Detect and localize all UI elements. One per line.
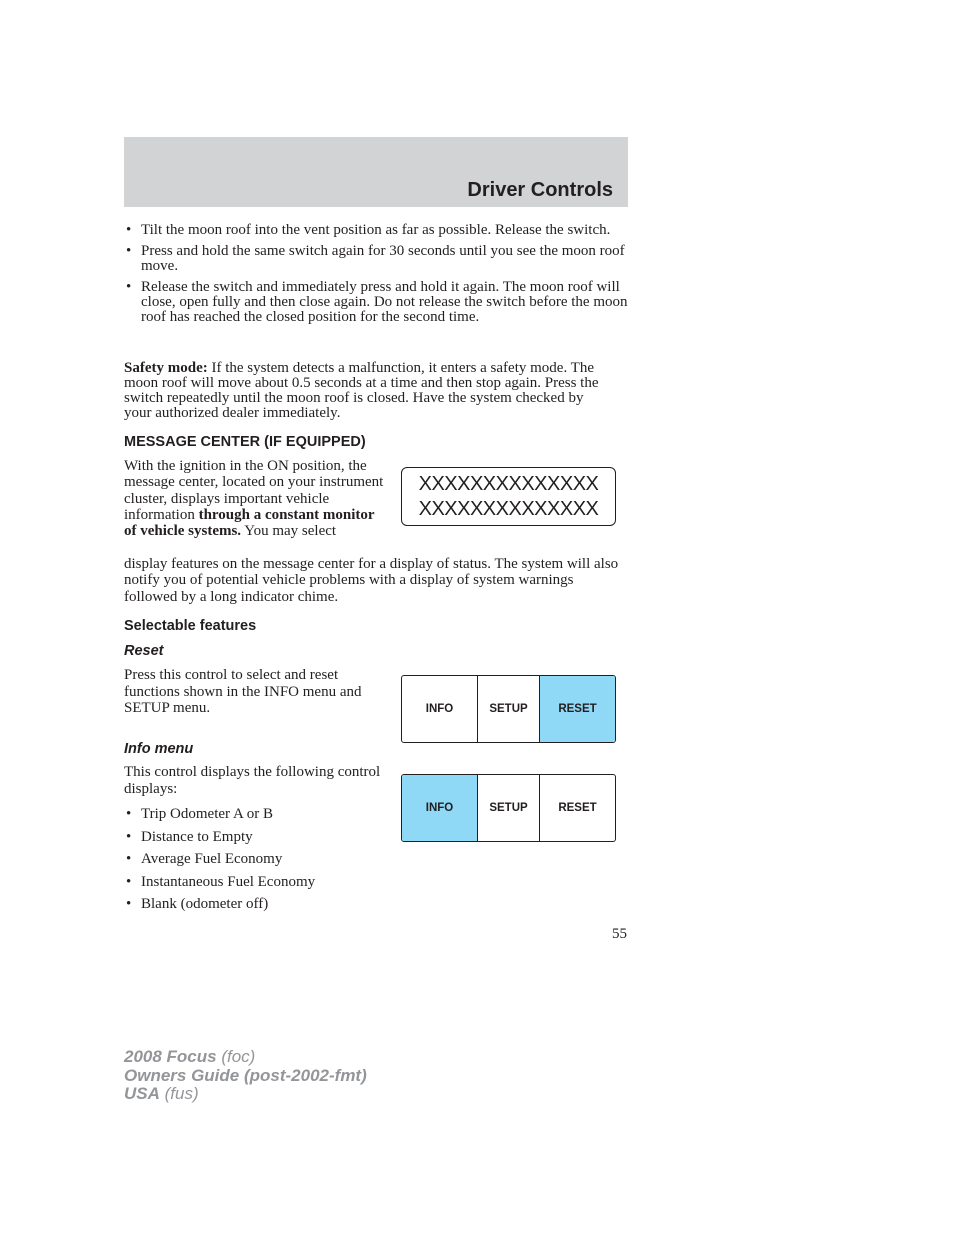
setup-button[interactable]: SETUP [478,676,540,742]
footer-line-guide: Owners Guide (post-2002-fmt) [124,1065,367,1085]
moon-roof-reset-steps [124,223,629,325]
list-item: • Distance to Empty [124,826,386,849]
info-menu-description: This control displays the following control displays: [124,764,381,797]
list-item: • Blank (odometer off) [124,893,386,916]
message-center-description: display features on the message center for a display of status. The system will also notify you of potential vehicle problems with a display of system warnings followed by a long indicator chime. [124,556,619,605]
bullet-icon: • [126,222,132,238]
safety-mode-label: Safety mode: [124,360,208,376]
bullet-icon: • [126,873,132,890]
bullet-icon: • [126,828,132,845]
bullet-icon: • [126,896,132,912]
info-menu-list [124,803,386,916]
message-center-display [401,467,616,526]
display-line-1: XXXXXXXXXXXXXX [418,473,599,495]
info-button[interactable]: INFO [402,676,478,742]
list-item: • Instantaneous Fuel Economy [124,871,386,894]
reset-button[interactable]: RESET [558,802,597,814]
selectable-features-heading: Selectable features [124,618,257,634]
footer-line-model: 2008 Focus (foc) [124,1047,256,1066]
list-item: • Tilt the moon roof into the vent position as far as possible. Release the switch. [126,222,611,238]
section-header-band [124,137,628,207]
safety-mode-paragraph: Safety mode: If the system detects a malfunction, it enters a safety mode. The moon roof will move about 0.5 seconds at a time and then stop again. Press the switch repeatedly until the moon roof is closed. Have the system checked by your authorized dealer immediately. [124,360,599,421]
bullet-icon: • [126,279,132,295]
reset-heading: Reset [124,643,164,659]
list-item: • Press and hold the same switch again for 30 seconds until you see the moon roof move. [126,243,625,274]
document-footer [124,1048,367,1104]
page-number: 55 [612,926,627,942]
bullet-icon: • [126,806,132,822]
message-center-heading: MESSAGE CENTER (IF EQUIPPED) [124,434,366,450]
reset-button[interactable]: RESET [540,676,615,742]
footer-line-region: USA (fus) [124,1084,199,1103]
bullet-icon: • [126,243,132,259]
display-line-2: XXXXXXXXXXXXXX [418,498,599,520]
section-title: Driver Controls [467,179,613,201]
message-center-intro: With the ignition in the ON position, the message center, located on your instrument cluster, displays important vehicle information through a constant monitor of vehicle systems. You may select [124,458,384,540]
reset-description: Press this control to select and reset functions shown in the INFO menu and SETUP menu. [124,667,362,716]
info-button[interactable]: INFO [402,775,478,841]
control-panel-info-highlighted [401,774,616,842]
list-item: • Trip Odometer A or B [124,803,386,826]
list-item: • Average Fuel Economy [124,848,386,871]
control-panel-reset-highlighted [401,675,616,743]
bullet-icon: • [126,851,132,867]
list-item: • Release the switch and immediately press and hold it again. The moon roof will close, open fully and then close again. Do not release the switch before the moon roof has reached the closed position for the second time. [126,279,628,325]
setup-button[interactable]: SETUP [478,775,540,841]
info-menu-heading: Info menu [124,741,194,757]
